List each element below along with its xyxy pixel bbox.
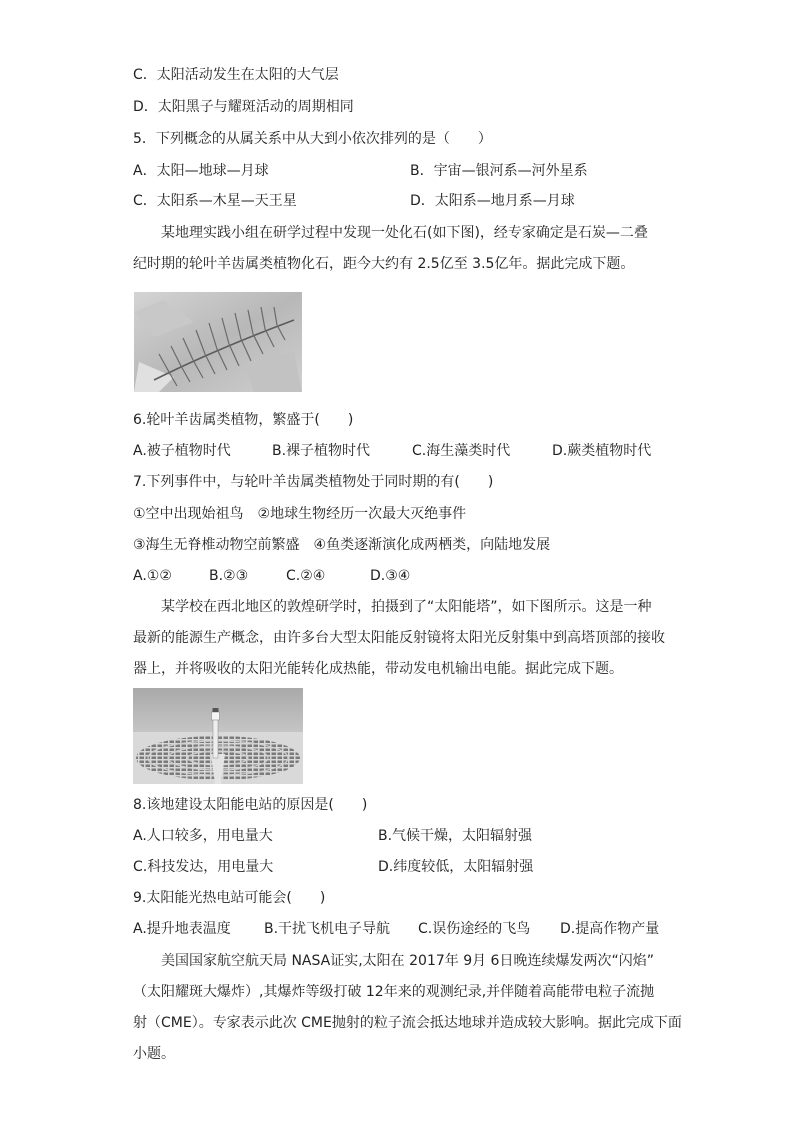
q9-option-c: C.误伤途经的飞鸟 [418, 921, 531, 937]
q6-stem: 6.轮叶羊齿属类植物，繁盛于( ) [133, 412, 354, 428]
q7-stem: 7.下列事件中，与轮叶羊齿属类植物处于同时期的有( ) [133, 474, 494, 490]
q9-option-b: B.干扰飞机电子导航 [264, 921, 391, 937]
nasa-passage-line-1: 美国国家航空航天局 NASA证实,太阳在 2017年 9月 6日晚连续爆发两次“闪焰” [161, 953, 654, 969]
q5-option-d: D．太阳系—地月系—月球 [410, 193, 575, 209]
q6-option-c: C.海生藻类时代 [412, 443, 511, 459]
q9-option-a: A.提升地表温度 [133, 921, 231, 937]
nasa-passage-line-2: （太阳耀斑大爆炸）,其爆炸等级打破 12年来的观测纪录,并伴随着高能带电粒子流抛 [133, 984, 655, 1000]
fossil-passage-line-2: 纪时期的轮叶羊齿属类植物化石，距今大约有 2.5亿至 3.5亿年。据此完成下题。 [133, 256, 635, 272]
q9-option-d: D.提高作物产量 [560, 921, 660, 937]
q8-stem: 8.该地建设太阳能电站的原因是( ) [133, 797, 368, 813]
q7-option-a: A.①② [133, 568, 172, 584]
q7-option-d: D.③④ [370, 568, 411, 584]
q7-option-b: B.②③ [209, 568, 249, 584]
q8-option-a: A.人口较多，用电量大 [133, 828, 273, 844]
q4-option-d: D．太阳黑子与耀斑活动的周期相同 [133, 99, 354, 115]
nasa-passage-line-3: 射（CME）。专家表示此次 CME抛射的粒子流会抵达地球并造成较大影响。据此完成下面 [133, 1015, 682, 1031]
q7-items-1-2: ①空中出现始祖鸟 ②地球生物经历一次最大灭绝事件 [133, 506, 467, 522]
solar-passage-line-3: 器上，并将吸收的太阳光能转化成热能，带动发电机输出电能。据此完成下题。 [133, 661, 623, 677]
solar-tower-image [133, 688, 303, 784]
q6-option-b: B.裸子植物时代 [272, 443, 371, 459]
q5-option-c: C．太阳系—木星—天王星 [133, 193, 297, 209]
q4-option-c: C．太阳活动发生在太阳的大气层 [133, 67, 339, 83]
q6-option-a: A.被子植物时代 [133, 443, 231, 459]
q9-stem: 9.太阳能光热电站可能会( ) [133, 890, 326, 906]
q5-option-a: A．太阳—地球—月球 [133, 163, 269, 179]
q7-option-c: C.②④ [286, 568, 326, 584]
solar-passage-line-2: 最新的能源生产概念，由许多台大型太阳能反射镜将太阳光反射集中到高塔顶部的接收 [133, 630, 665, 646]
fossil-passage-line-1: 某地理实践小组在研学过程中发现一处化石(如下图)，经专家确定是石炭—二叠 [161, 225, 648, 241]
solar-passage-line-1: 某学校在西北地区的敦煌研学时，拍摄到了“太阳能塔”，如下图所示。这是一种 [161, 599, 652, 615]
q6-option-d: D.蕨类植物时代 [552, 443, 652, 459]
q7-items-3-4: ③海生无脊椎动物空前繁盛 ④鱼类逐渐演化成两栖类，向陆地发展 [133, 537, 551, 553]
q5-stem: 5．下列概念的从属关系中从大到小依次排列的是（ ） [133, 131, 492, 147]
q5-option-b: B．宇宙—银河系—河外星系 [410, 163, 588, 179]
nasa-passage-line-4: 小题。 [133, 1046, 175, 1062]
fern-fossil-image [134, 292, 302, 392]
q8-option-c: C.科技发达，用电量大 [133, 859, 274, 875]
q8-option-d: D.纬度较低，太阳辐射强 [378, 859, 534, 875]
q8-option-b: B.气候干燥，太阳辐射强 [378, 828, 533, 844]
